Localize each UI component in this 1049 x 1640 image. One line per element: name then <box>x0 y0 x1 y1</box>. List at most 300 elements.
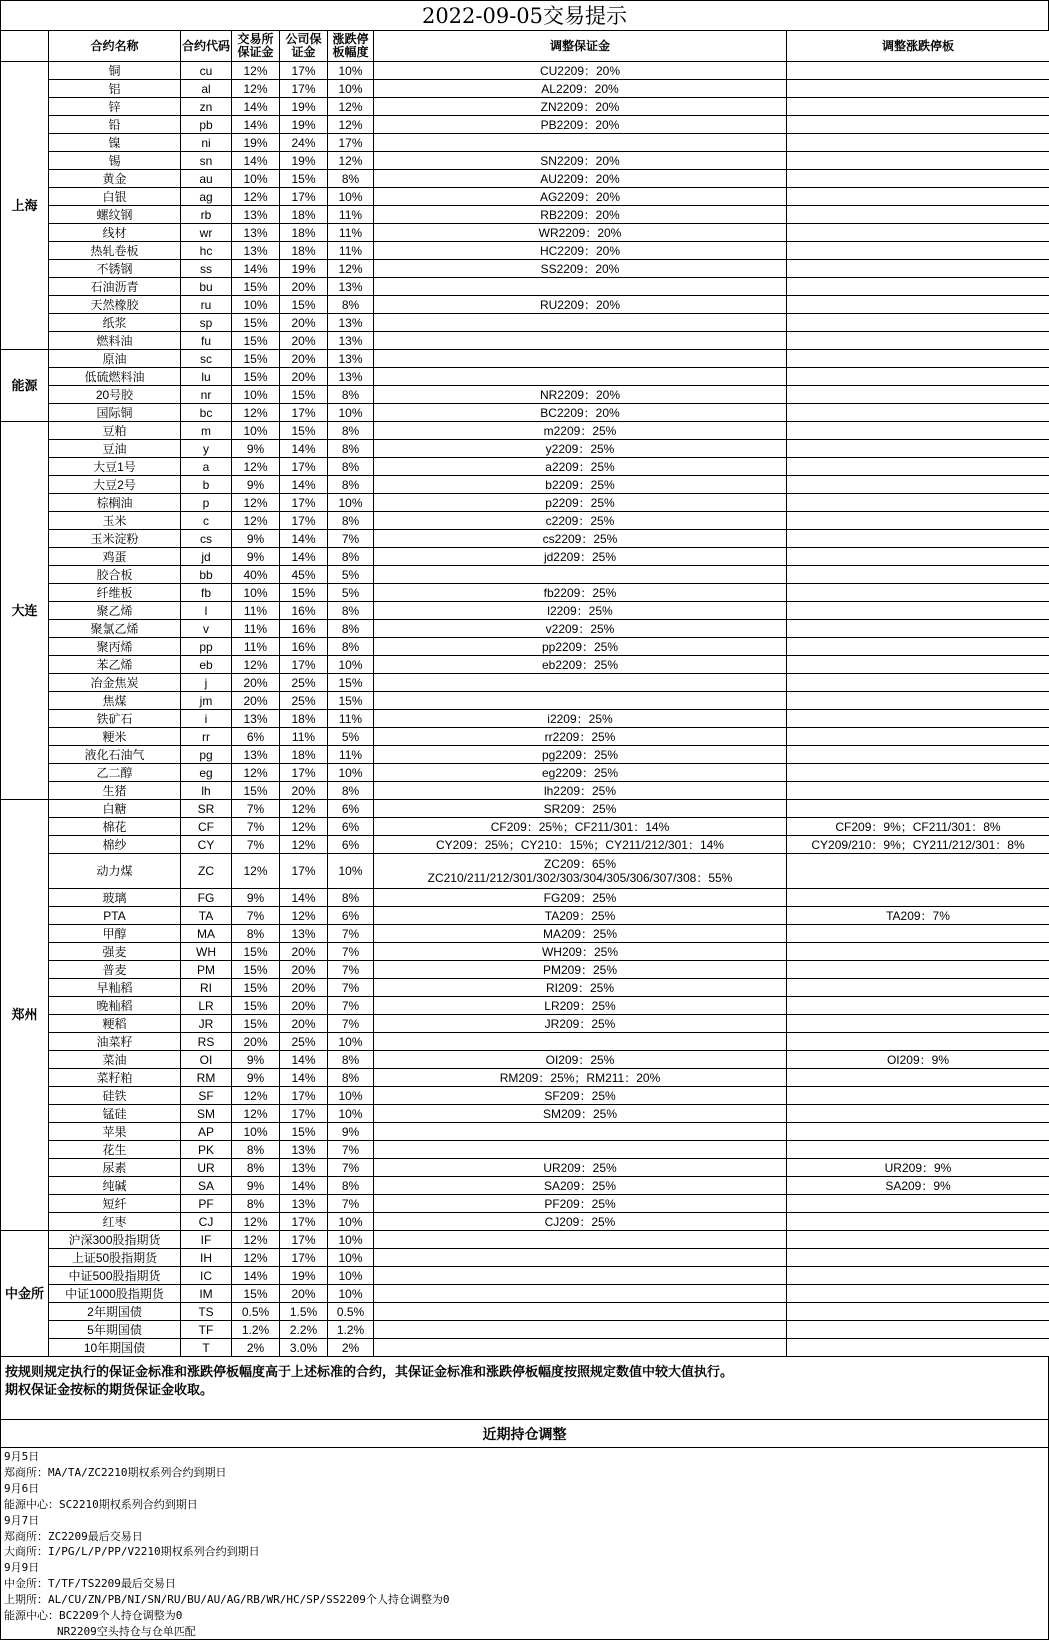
company-margin: 17% <box>280 458 328 476</box>
company-margin: 20% <box>280 350 328 368</box>
limit-range: 6% <box>328 907 374 925</box>
company-margin: 20% <box>280 961 328 979</box>
company-margin: 15% <box>280 296 328 314</box>
limit-range: 5% <box>328 728 374 746</box>
limit-range: 10% <box>328 1213 374 1231</box>
header-exchange-margin: 交易所保证金 <box>232 31 280 62</box>
limit-range: 11% <box>328 206 374 224</box>
contract-code: PF <box>181 1195 232 1213</box>
table-row <box>1 925 1049 943</box>
contract-code: OI <box>181 1051 232 1069</box>
exchange-margin: 9% <box>232 440 280 458</box>
adjusted-limit: CY209/210：9%；CY211/212/301：8% <box>787 836 1049 854</box>
limit-range: 10% <box>328 1105 374 1123</box>
adjusted-margin: ZN2209：20% <box>374 98 787 116</box>
contract-code: ru <box>181 296 232 314</box>
table-row <box>1 1231 1049 1249</box>
adjusted-margin: AG2209：20% <box>374 188 787 206</box>
adjusted-limit <box>787 1141 1049 1159</box>
header-adjusted-margin: 调整保证金 <box>374 31 787 62</box>
adjusted-limit <box>787 530 1049 548</box>
exchange-margin: 15% <box>232 350 280 368</box>
contract-code: v <box>181 620 232 638</box>
adjusted-margin: c2209：25% <box>374 512 787 530</box>
table-row <box>1 368 1049 386</box>
exchange-margin: 15% <box>232 1015 280 1033</box>
exchange-margin: 14% <box>232 1267 280 1285</box>
adjusted-margin <box>374 692 787 710</box>
limit-range: 8% <box>328 782 374 800</box>
adjusted-margin: pg2209：25% <box>374 746 787 764</box>
limit-range: 6% <box>328 818 374 836</box>
exchange-margin: 13% <box>232 224 280 242</box>
adjusted-limit <box>787 854 1049 889</box>
adjusted-margin <box>374 1231 787 1249</box>
limit-range: 7% <box>328 979 374 997</box>
limit-range: 2% <box>328 1339 374 1357</box>
adjusted-limit <box>787 979 1049 997</box>
adjusted-limit <box>787 404 1049 422</box>
limit-range: 1.2% <box>328 1321 374 1339</box>
exchange-margin: 10% <box>232 170 280 188</box>
table-row <box>1 584 1049 602</box>
table-row <box>1 440 1049 458</box>
contract-name: 乙二醇 <box>49 764 181 782</box>
contract-code: pg <box>181 746 232 764</box>
adjusted-limit <box>787 620 1049 638</box>
contract-code: cu <box>181 62 232 80</box>
exchange-margin: 10% <box>232 296 280 314</box>
exchange-margin: 13% <box>232 242 280 260</box>
adjusted-margin <box>374 350 787 368</box>
limit-range: 8% <box>328 620 374 638</box>
company-margin: 18% <box>280 224 328 242</box>
table-row <box>1 188 1049 206</box>
company-margin: 45% <box>280 566 328 584</box>
limit-range: 11% <box>328 242 374 260</box>
exchange-margin: 15% <box>232 943 280 961</box>
adjusted-margin <box>374 1303 787 1321</box>
contract-code: ni <box>181 134 232 152</box>
contract-code: SR <box>181 800 232 818</box>
recent-line: 9月5日 <box>4 1449 1045 1465</box>
contract-code: RS <box>181 1033 232 1051</box>
contract-code: ag <box>181 188 232 206</box>
company-margin: 17% <box>280 80 328 98</box>
adjusted-margin: eg2209：25% <box>374 764 787 782</box>
adjusted-limit <box>787 764 1049 782</box>
adjusted-limit <box>787 476 1049 494</box>
contract-name: 动力煤 <box>49 854 181 889</box>
contract-code: CY <box>181 836 232 854</box>
contract-name: 粳米 <box>49 728 181 746</box>
company-margin: 12% <box>280 800 328 818</box>
adjusted-margin <box>374 1339 787 1357</box>
table-row <box>1 62 1049 80</box>
contract-name: 纤维板 <box>49 584 181 602</box>
table-row <box>1 1123 1049 1141</box>
exchange-margin: 9% <box>232 1177 280 1195</box>
contract-code: JR <box>181 1015 232 1033</box>
table-row <box>1 620 1049 638</box>
contract-name: 原油 <box>49 350 181 368</box>
adjusted-limit <box>787 80 1049 98</box>
exchange-margin: 12% <box>232 458 280 476</box>
contract-code: RM <box>181 1069 232 1087</box>
adjusted-limit <box>787 566 1049 584</box>
contract-code: rb <box>181 206 232 224</box>
adjusted-limit <box>787 314 1049 332</box>
adjusted-margin: CU2209：20% <box>374 62 787 80</box>
contract-name: 玉米淀粉 <box>49 530 181 548</box>
adjusted-limit <box>787 440 1049 458</box>
adjusted-margin: a2209：25% <box>374 458 787 476</box>
adjusted-limit <box>787 422 1049 440</box>
contract-name: 玻璃 <box>49 889 181 907</box>
adjusted-limit <box>787 62 1049 80</box>
company-margin: 20% <box>280 332 328 350</box>
table-row <box>1 1141 1049 1159</box>
limit-range: 10% <box>328 494 374 512</box>
adjusted-limit <box>787 602 1049 620</box>
contract-code: IM <box>181 1285 232 1303</box>
company-margin: 18% <box>280 242 328 260</box>
adjusted-margin: MA209：25% <box>374 925 787 943</box>
table-row <box>1 566 1049 584</box>
contract-name: 短纤 <box>49 1195 181 1213</box>
limit-range: 13% <box>328 368 374 386</box>
table-row <box>1 530 1049 548</box>
company-margin: 12% <box>280 818 328 836</box>
adjusted-limit <box>787 997 1049 1015</box>
table-row <box>1 1159 1049 1177</box>
limit-range: 10% <box>328 854 374 889</box>
company-margin: 25% <box>280 692 328 710</box>
margin-table <box>0 30 1049 1357</box>
contract-code: LR <box>181 997 232 1015</box>
adjusted-margin: SA209：25% <box>374 1177 787 1195</box>
adjusted-limit <box>787 548 1049 566</box>
exchange-margin: 8% <box>232 1141 280 1159</box>
company-margin: 19% <box>280 260 328 278</box>
exchange-margin: 12% <box>232 764 280 782</box>
contract-name: 生猪 <box>49 782 181 800</box>
limit-range: 0.5% <box>328 1303 374 1321</box>
adjusted-margin: RB2209：20% <box>374 206 787 224</box>
contract-name: 10年期国债 <box>49 1339 181 1357</box>
company-margin: 13% <box>280 1159 328 1177</box>
contract-name: 铝 <box>49 80 181 98</box>
table-row <box>1 961 1049 979</box>
contract-code: T <box>181 1339 232 1357</box>
company-margin: 14% <box>280 548 328 566</box>
table-row <box>1 260 1049 278</box>
table-row <box>1 1105 1049 1123</box>
contract-name: PTA <box>49 907 181 925</box>
table-row <box>1 1321 1049 1339</box>
company-margin: 1.5% <box>280 1303 328 1321</box>
contract-name: 螺纹钢 <box>49 206 181 224</box>
limit-range: 11% <box>328 224 374 242</box>
table-row <box>1 548 1049 566</box>
contract-code: lu <box>181 368 232 386</box>
adjusted-margin: b2209：25% <box>374 476 787 494</box>
contract-code: p <box>181 494 232 512</box>
company-margin: 16% <box>280 620 328 638</box>
company-margin: 3.0% <box>280 1339 328 1357</box>
limit-range: 5% <box>328 584 374 602</box>
contract-code: MA <box>181 925 232 943</box>
contract-name: 聚丙烯 <box>49 638 181 656</box>
table-row <box>1 746 1049 764</box>
exchange-margin: 1.2% <box>232 1321 280 1339</box>
limit-range: 7% <box>328 530 374 548</box>
adjusted-margin: PF209：25% <box>374 1195 787 1213</box>
company-margin: 25% <box>280 674 328 692</box>
exchange-margin: 7% <box>232 907 280 925</box>
exchange-margin: 12% <box>232 512 280 530</box>
adjusted-margin <box>374 314 787 332</box>
exchange-margin: 12% <box>232 62 280 80</box>
adjusted-limit <box>787 638 1049 656</box>
exchange-margin: 10% <box>232 584 280 602</box>
contract-code: PK <box>181 1141 232 1159</box>
limit-range: 10% <box>328 62 374 80</box>
exchange-margin: 0.5% <box>232 1303 280 1321</box>
adjusted-margin: FG209：25% <box>374 889 787 907</box>
adjusted-margin-line: ZC210/211/212/301/302/303/304/305/306/307/308：55% <box>374 871 786 885</box>
contract-name: 纸浆 <box>49 314 181 332</box>
adjusted-margin: lh2209：25% <box>374 782 787 800</box>
company-margin: 13% <box>280 1195 328 1213</box>
table-row <box>1 1339 1049 1357</box>
limit-range: 10% <box>328 1087 374 1105</box>
company-margin: 12% <box>280 907 328 925</box>
exchange-margin: 14% <box>232 152 280 170</box>
limit-range: 7% <box>328 1015 374 1033</box>
contract-code: c <box>181 512 232 530</box>
table-row <box>1 224 1049 242</box>
exchange-margin: 9% <box>232 1051 280 1069</box>
recent-line: 能源中心：BC2209个人持仓调整为0 <box>4 1608 1045 1624</box>
company-margin: 16% <box>280 602 328 620</box>
company-margin: 13% <box>280 925 328 943</box>
exchange-margin: 14% <box>232 116 280 134</box>
adjusted-limit <box>787 1285 1049 1303</box>
contract-name: 中证500股指期货 <box>49 1267 181 1285</box>
company-margin: 17% <box>280 512 328 530</box>
adjusted-limit <box>787 746 1049 764</box>
contract-code: bb <box>181 566 232 584</box>
adjusted-margin: rr2209：25% <box>374 728 787 746</box>
exchange-margin: 9% <box>232 1069 280 1087</box>
adjusted-limit <box>787 1069 1049 1087</box>
adjusted-margin <box>374 1285 787 1303</box>
table-row <box>1 1033 1049 1051</box>
adjusted-margin <box>374 368 787 386</box>
exchange-margin: 13% <box>232 206 280 224</box>
adjusted-margin <box>374 1267 787 1285</box>
limit-range: 8% <box>328 1051 374 1069</box>
contract-name: 不锈钢 <box>49 260 181 278</box>
contract-name: 甲醇 <box>49 925 181 943</box>
exchange-margin: 12% <box>232 1249 280 1267</box>
contract-code: sc <box>181 350 232 368</box>
table-row <box>1 674 1049 692</box>
exchange-margin: 12% <box>232 854 280 889</box>
adjusted-margin <box>374 278 787 296</box>
company-margin: 17% <box>280 1213 328 1231</box>
adjusted-limit <box>787 710 1049 728</box>
exchange-margin: 13% <box>232 710 280 728</box>
contract-name: 白银 <box>49 188 181 206</box>
exchange-margin: 9% <box>232 476 280 494</box>
adjusted-limit <box>787 1105 1049 1123</box>
adjusted-margin: JR209：25% <box>374 1015 787 1033</box>
company-margin: 24% <box>280 134 328 152</box>
table-row <box>1 116 1049 134</box>
adjusted-margin: PB2209：20% <box>374 116 787 134</box>
recent-line: 中金所：T/TF/TS2209最后交易日 <box>4 1576 1045 1592</box>
adjusted-limit <box>787 782 1049 800</box>
contract-code: IC <box>181 1267 232 1285</box>
company-margin: 17% <box>280 62 328 80</box>
limit-range: 15% <box>328 692 374 710</box>
adjusted-margin <box>374 854 787 889</box>
limit-range: 13% <box>328 314 374 332</box>
contract-name: 棉花 <box>49 818 181 836</box>
contract-name: 棕榈油 <box>49 494 181 512</box>
table-row <box>1 800 1049 818</box>
contract-name: 锌 <box>49 98 181 116</box>
limit-range: 7% <box>328 997 374 1015</box>
table-row <box>1 1087 1049 1105</box>
company-margin: 19% <box>280 1267 328 1285</box>
limit-range: 11% <box>328 710 374 728</box>
contract-code: fb <box>181 584 232 602</box>
table-row <box>1 710 1049 728</box>
exchange-margin: 8% <box>232 1195 280 1213</box>
contract-code: IH <box>181 1249 232 1267</box>
adjusted-margin: OI209：25% <box>374 1051 787 1069</box>
adjusted-margin <box>374 134 787 152</box>
adjusted-margin: WR2209：20% <box>374 224 787 242</box>
contract-name: 锡 <box>49 152 181 170</box>
company-margin: 14% <box>280 1069 328 1087</box>
company-margin: 14% <box>280 476 328 494</box>
limit-range: 7% <box>328 961 374 979</box>
adjusted-limit <box>787 1321 1049 1339</box>
table-row <box>1 979 1049 997</box>
exchange-margin: 7% <box>232 800 280 818</box>
limit-range: 13% <box>328 350 374 368</box>
limit-range: 7% <box>328 1195 374 1213</box>
adjusted-margin: SS2209：20% <box>374 260 787 278</box>
table-row <box>1 314 1049 332</box>
company-margin: 20% <box>280 314 328 332</box>
contract-name: 冶金焦炭 <box>49 674 181 692</box>
contract-code: cs <box>181 530 232 548</box>
contract-name: 2年期国债 <box>49 1303 181 1321</box>
contract-code: TF <box>181 1321 232 1339</box>
contract-name: 燃料油 <box>49 332 181 350</box>
table-row <box>1 764 1049 782</box>
limit-range: 10% <box>328 1033 374 1051</box>
company-margin: 18% <box>280 710 328 728</box>
table-row <box>1 332 1049 350</box>
table-row <box>1 1285 1049 1303</box>
table-row <box>1 997 1049 1015</box>
exchange-margin: 7% <box>232 836 280 854</box>
adjusted-limit <box>787 134 1049 152</box>
contract-name: 粳稻 <box>49 1015 181 1033</box>
company-margin: 19% <box>280 152 328 170</box>
contract-name: 国际铜 <box>49 404 181 422</box>
contract-name: 线材 <box>49 224 181 242</box>
contract-code: TS <box>181 1303 232 1321</box>
adjusted-margin-line: ZC209：65% <box>374 857 786 871</box>
adjusted-margin <box>374 1033 787 1051</box>
exchange-margin: 12% <box>232 656 280 674</box>
adjusted-margin: y2209：25% <box>374 440 787 458</box>
contract-code: pp <box>181 638 232 656</box>
exchange-margin: 20% <box>232 692 280 710</box>
contract-code: bu <box>181 278 232 296</box>
contract-code: sp <box>181 314 232 332</box>
adjusted-margin <box>374 1123 787 1141</box>
adjusted-limit <box>787 242 1049 260</box>
adjusted-margin: m2209：25% <box>374 422 787 440</box>
adjusted-margin <box>374 1249 787 1267</box>
limit-range: 8% <box>328 548 374 566</box>
adjusted-margin: jd2209：25% <box>374 548 787 566</box>
adjusted-margin: HC2209：20% <box>374 242 787 260</box>
limit-range: 10% <box>328 764 374 782</box>
exchange-margin: 15% <box>232 332 280 350</box>
adjusted-margin: AL2209：20% <box>374 80 787 98</box>
company-margin: 20% <box>280 368 328 386</box>
adjusted-margin: PM209：25% <box>374 961 787 979</box>
table-row <box>1 476 1049 494</box>
limit-range: 10% <box>328 188 374 206</box>
contract-name: 硅铁 <box>49 1087 181 1105</box>
adjusted-margin <box>374 332 787 350</box>
exchange-margin: 14% <box>232 98 280 116</box>
table-row <box>1 1303 1049 1321</box>
adjusted-margin: NR2209：20% <box>374 386 787 404</box>
contract-name: 天然橡胶 <box>49 296 181 314</box>
contract-name: 强麦 <box>49 943 181 961</box>
adjusted-limit <box>787 925 1049 943</box>
company-margin: 20% <box>280 782 328 800</box>
table-row <box>1 836 1049 854</box>
adjusted-limit <box>787 98 1049 116</box>
company-margin: 15% <box>280 584 328 602</box>
exchange-margin: 15% <box>232 314 280 332</box>
recent-line: 郑商所：ZC2209最后交易日 <box>4 1529 1045 1545</box>
company-margin: 17% <box>280 854 328 889</box>
exchange-margin: 2% <box>232 1339 280 1357</box>
contract-code: RI <box>181 979 232 997</box>
recent-line: 大商所：I/PG/L/P/PP/V2210期权系列合约到期日 <box>4 1544 1045 1560</box>
company-margin: 17% <box>280 1105 328 1123</box>
company-margin: 12% <box>280 836 328 854</box>
header-company-margin: 公司保证金 <box>280 31 328 62</box>
adjusted-limit: CF209：9%；CF211/301：8% <box>787 818 1049 836</box>
table-row <box>1 1051 1049 1069</box>
exchange-label: 大连 <box>1 422 49 800</box>
limit-range: 10% <box>328 404 374 422</box>
